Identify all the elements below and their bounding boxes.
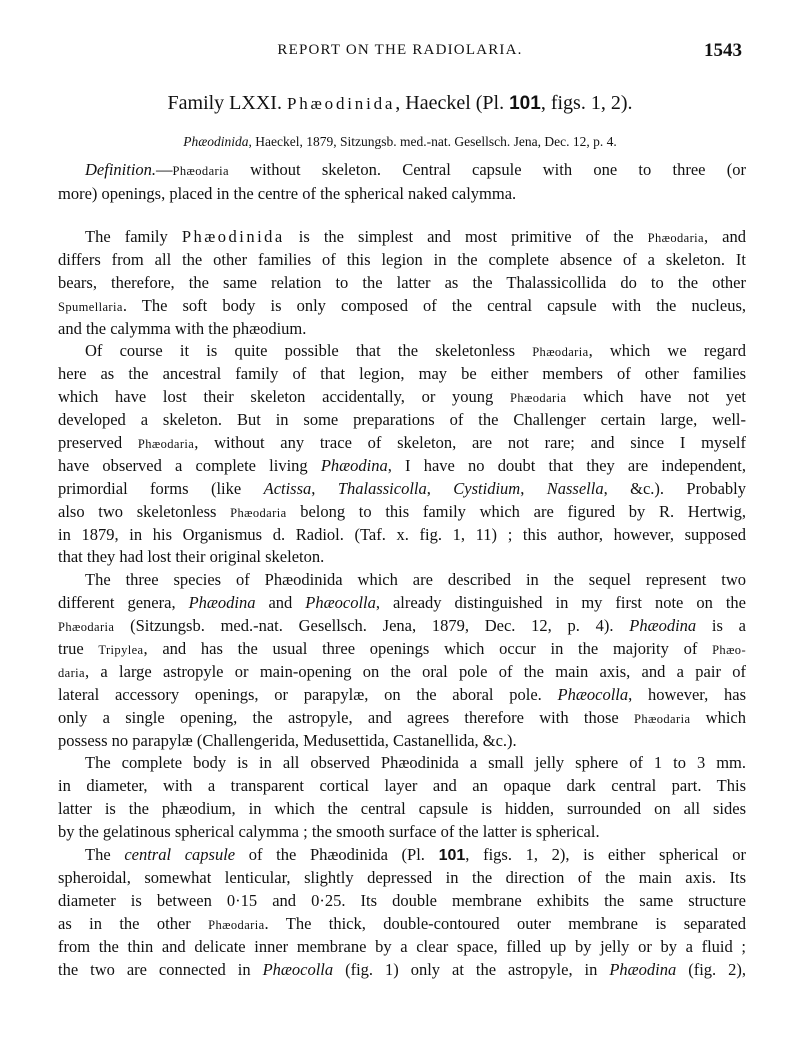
plate-number: 101 — [509, 93, 541, 114]
text-line: as in the other Phæodaria. The thick, double-contoured outer membrane is separated — [58, 913, 746, 933]
paragraph-start: The complete body is in all observed Phæodinida a small jelly sphere of 1 to 3 mm. — [85, 753, 746, 773]
paragraph-start: The family Phæodinida is the simplest and most primitive of the Phæodaria, and — [85, 227, 746, 246]
paragraph-start: The three species of Phæodinida which are described in the sequel represent two — [85, 570, 746, 590]
text-line: spheroidal, somewhat lenticular, slightly depressed in the direction of the main axis. Its — [58, 867, 746, 887]
citation — [0, 134, 800, 150]
text-line: different genera, Phæodina and Phæocolla, already distinguished in my first note on the — [58, 593, 747, 613]
text-line: developed a skeleton. But in some preparations of the Challenger certain large, well- — [58, 410, 746, 430]
text-line: have observed a complete living Phæodina, I have no doubt that they are independent, — [58, 455, 746, 475]
text-line: Definition.—Phæodaria without skeleton. Central capsule with one to three (or — [85, 160, 746, 179]
text-line: only a single opening, the astropyle, and agrees therefore with those Phæodaria which — [58, 707, 747, 727]
text-line: which have lost their skeleton accidentally, or young Phæodaria which have not yet — [58, 387, 746, 407]
citation-text: , Haeckel, 1879, Sitzungsb. med.-nat. Gesellsch. Jena, Dec. 12, p. 4. — [248, 134, 617, 149]
text-line: differs from all the other families of this legion in the complete absence of a skeleton. It — [58, 249, 746, 269]
text-line: Spumellaria. The soft body is only composed of the central capsule with the nucleus, — [58, 295, 746, 315]
running-header — [0, 40, 800, 70]
definition — [58, 158, 746, 205]
text-line: latter is the phæodium, in which the central capsule is hidden, surrounded on all sides — [58, 799, 746, 819]
paragraph-start: Of course it is quite possible that the skeletonless Phæodaria, which we regard — [85, 341, 746, 361]
text-line: daria, a large astropyle or main-opening on the oral pole of the main axis, and a pair of — [58, 661, 746, 681]
text-line: preserved Phæodaria, without any trace of skeleton, are not rare; and since I myself — [58, 433, 746, 453]
citation-genus: Phæodinida — [183, 134, 249, 149]
text-line: in diameter, with a transparent cortical layer and an opaque dark central part. This — [58, 776, 746, 796]
family-number: Family LXXI. — [167, 92, 282, 114]
text-line: true Tripylea, and has the usual three openings which occur in the majority of Phæo- — [58, 639, 747, 659]
page-number: 1543 — [704, 40, 742, 61]
text-line: possess no parapylæ (Challengerida, Medusettida, Castanellida, &c.). — [58, 730, 517, 750]
family-heading — [0, 92, 800, 115]
text-line: diameter is between 0·15 and 0·25. Its double membrane exhibits the same structure — [58, 890, 746, 910]
text-line: also two skeletonless Phæodaria belong to this family which are figured by R. Hertwig, — [58, 501, 746, 521]
family-name: Phæodinida — [286, 94, 396, 113]
paragraph-start: The central capsule of the Phæodinida (Pl. 101, figs. 1, 2), is either spherical or — [85, 845, 746, 865]
body-text — [58, 226, 746, 981]
text-line: bears, therefore, the same relation to the latter as the Thalassicollida do to the other — [58, 272, 746, 292]
text-line: lateral accessory openings, or parapylæ, on the aboral pole. Phæocolla, however, has — [58, 684, 746, 704]
text-line: primordial forms (like Actissa, Thalassicolla, Cystidium, Nassella, &c.). Probably — [58, 478, 746, 498]
text-line: by the gelatinous spherical calymma ; the smooth surface of the latter is spherical. — [58, 822, 600, 842]
text-line: more) openings, placed in the centre of the spherical naked calymma. — [58, 183, 517, 203]
text-line: in 1879, in his Organismus d. Radiol. (Taf. x. fig. 1, 11) ; this author, however, supposed — [58, 524, 746, 544]
figure-reference: , figs. 1, 2). — [540, 92, 633, 114]
text-line: the two are connected in Phæocolla (fig. 1) only at the astropyle, in Phæodina (fig. 2), — [58, 959, 746, 979]
running-title: REPORT ON THE RADIOLARIA. — [277, 42, 523, 58]
text-line: here as the ancestral family of that legion, may be either members of other families — [58, 364, 746, 384]
author-text: , Haeckel (Pl. — [395, 92, 510, 114]
text-line: Phæodaria (Sitzungsb. med.-nat. Gesellsch. Jena, 1879, Dec. 12, p. 4). Phæodina is a — [58, 616, 746, 636]
text-line: from the thin and delicate inner membrane by a clear space, filled up by jelly or by a fluid ; — [58, 936, 746, 956]
definition-label: Definition. — [85, 160, 157, 179]
text-line: and the calymma with the phæodium. — [58, 318, 307, 338]
text-line: that they had lost their original skeleton. — [58, 547, 325, 567]
